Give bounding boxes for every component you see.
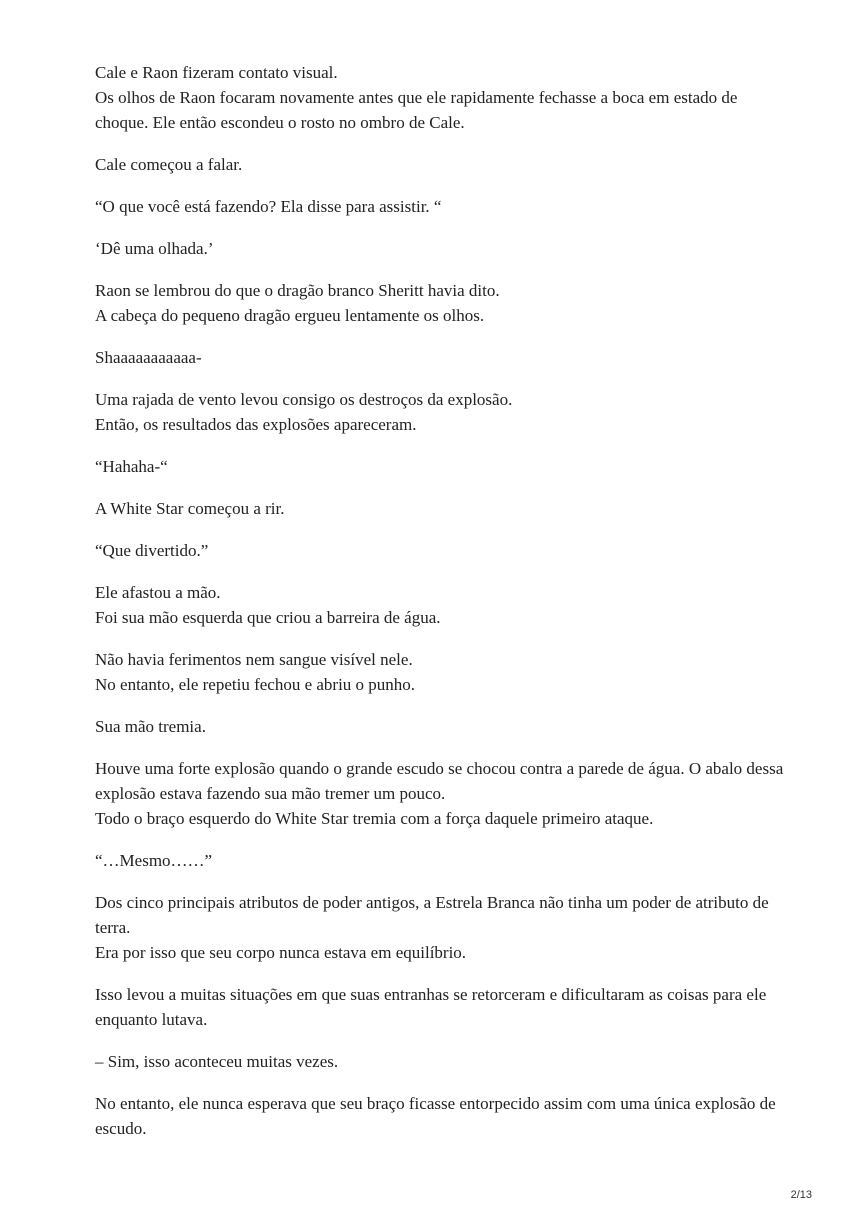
text-line: Não havia ferimentos nem sangue visível nele. — [95, 650, 413, 669]
text-line: Sua mão tremia. — [95, 717, 206, 736]
text-line: Todo o braço esquerdo do White Star tremia com a força daquele primeiro ataque. — [95, 809, 654, 828]
text-line: No entanto, ele nunca esperava que seu braço ficasse entorpecido assim com uma única explosão de escudo. — [95, 1094, 780, 1138]
paragraph — [95, 580, 795, 630]
text-line: – Sim, isso aconteceu muitas vezes. — [95, 1052, 339, 1071]
text-line: ‘Dê uma olhada.’ — [95, 239, 214, 258]
text-line: Uma rajada de vento levou consigo os destroços da explosão. — [95, 390, 513, 409]
text-line: A White Star começou a rir. — [95, 499, 285, 518]
paragraph — [95, 194, 795, 219]
paragraph — [95, 496, 795, 521]
paragraph — [95, 1049, 795, 1074]
text-line: Foi sua mão esquerda que criou a barreira de água. — [95, 608, 441, 627]
text-line: Cale começou a falar. — [95, 155, 243, 174]
text-line: “Hahaha-“ — [95, 457, 168, 476]
paragraph — [95, 647, 795, 697]
paragraph — [95, 152, 795, 177]
text-line: Raon se lembrou do que o dragão branco Sheritt havia dito. — [95, 281, 500, 300]
text-line: A cabeça do pequeno dragão ergueu lentamente os olhos. — [95, 306, 485, 325]
paragraph — [95, 1091, 795, 1141]
text-line: “O que você está fazendo? Ela disse para assistir. “ — [95, 197, 442, 216]
paragraph — [95, 278, 795, 328]
paragraph — [95, 982, 795, 1032]
text-line: No entanto, ele repetiu fechou e abriu o punho. — [95, 675, 416, 694]
text-line: Cale e Raon fizeram contato visual. — [95, 63, 338, 82]
text-line: Shaaaaaaaaaaa- — [95, 348, 202, 367]
paragraph — [95, 756, 795, 831]
text-line: Dos cinco principais atributos de poder antigos, a Estrela Branca não tinha um poder de atributo de terra. — [95, 893, 773, 937]
text-line: Então, os resultados das explosões apareceram. — [95, 415, 417, 434]
text-line: “Que divertido.” — [95, 541, 209, 560]
paragraph — [95, 890, 795, 965]
paragraph — [95, 538, 795, 563]
page-number: 2/13 — [790, 1189, 812, 1201]
paragraph — [95, 714, 795, 739]
text-line: Os olhos de Raon focaram novamente antes que ele rapidamente fechasse a boca em estado de choque. Ele então escondeu o rosto no ombro de Cale. — [95, 88, 742, 132]
paragraph — [95, 236, 795, 261]
document-body — [95, 60, 795, 1158]
text-line: Isso levou a muitas situações em que suas entranhas se retorceram e dificultaram as coisas para ele enquanto lutava. — [95, 985, 771, 1029]
text-line: Houve uma forte explosão quando o grande escudo se chocou contra a parede de água. O abalo dessa explosão estava fazendo sua mão tremer um pouco. — [95, 759, 788, 803]
text-line: Era por isso que seu corpo nunca estava em equilíbrio. — [95, 943, 467, 962]
text-line: Ele afastou a mão. — [95, 583, 221, 602]
paragraph — [95, 454, 795, 479]
paragraph — [95, 387, 795, 437]
paragraph — [95, 345, 795, 370]
paragraph — [95, 60, 795, 135]
paragraph — [95, 848, 795, 873]
text-line: “…Mesmo……” — [95, 851, 213, 870]
